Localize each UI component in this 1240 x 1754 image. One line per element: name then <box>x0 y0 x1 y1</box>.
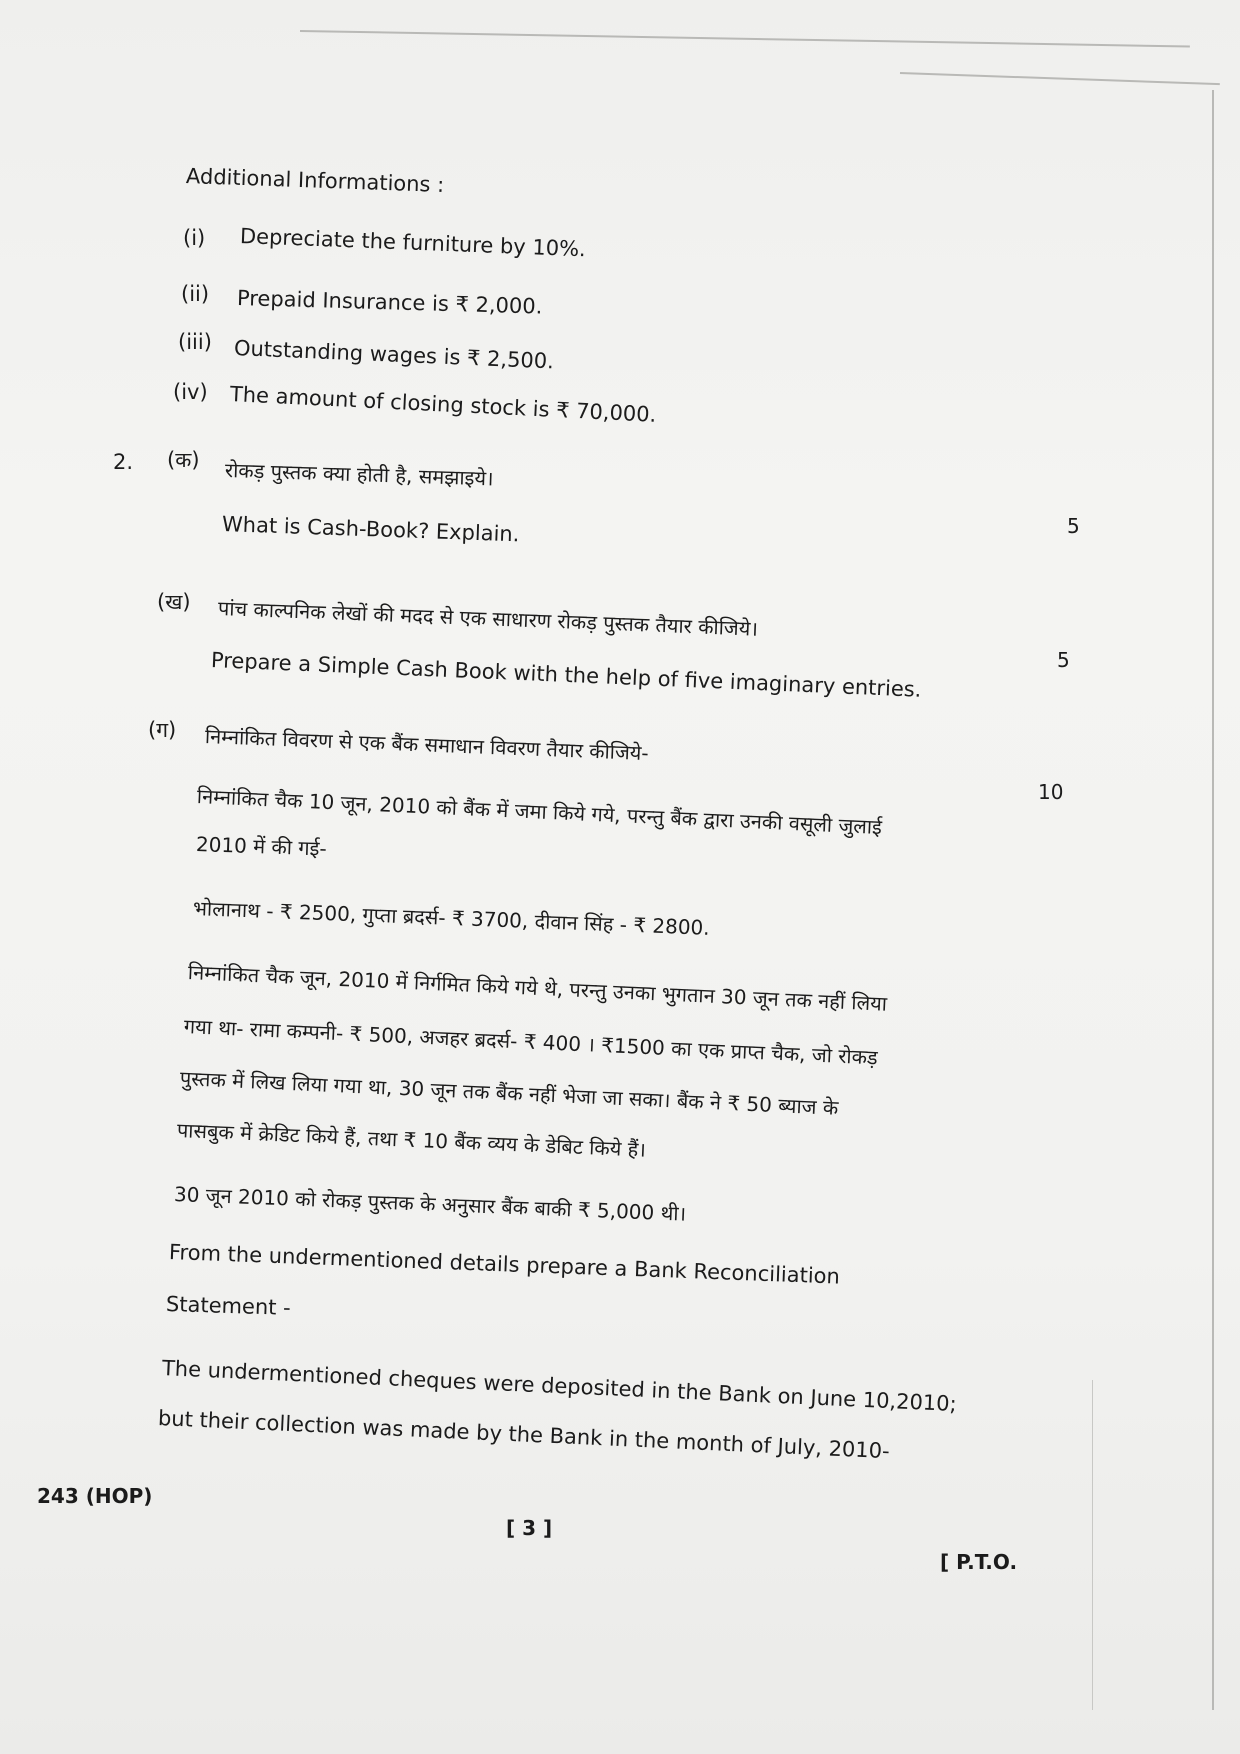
page-edge-right-2 <box>1092 1380 1093 1710</box>
info-item-marker: (iii) <box>178 330 212 354</box>
paper-code: 243 (HOP) <box>37 1484 153 1508</box>
info-item-text: Depreciate the furniture by 10%. <box>239 224 587 262</box>
part-a-marks: 5 <box>1067 514 1080 538</box>
part-b-marks: 5 <box>1057 648 1070 672</box>
part-c-english-line: From the undermentioned details prepare a Bank Reconciliation <box>168 1240 841 1289</box>
page-edge-top-2 <box>900 72 1220 85</box>
pto-label: [ P.T.O. <box>940 1550 1018 1574</box>
part-b-marker: (ख) <box>157 590 191 614</box>
part-c-hindi-line: पासबुक में क्रेडिट किये हैं, तथा ₹ 10 बैंक व्यय के डेबिट किये हैं। <box>176 1118 647 1162</box>
question-number: 2. <box>113 450 134 474</box>
part-a-marker: (क) <box>167 448 200 472</box>
part-c-hindi-line: 2010 में की गई- <box>195 832 328 861</box>
info-item-text: Prepaid Insurance is ₹ 2,000. <box>236 286 543 319</box>
part-b-english: Prepare a Simple Cash Book with the help of five imaginary entries. <box>210 648 922 702</box>
page-number: [ 3 ] <box>506 1516 553 1540</box>
part-c-hindi-line: निम्नांकित चैक जून, 2010 में निर्गमित किये गये थे, परन्तु उनका भुगतान 30 जून तक नहीं लिया <box>187 960 888 1016</box>
additional-info-heading: Additional Informations : <box>185 164 445 198</box>
part-c-marker: (ग) <box>148 718 177 742</box>
part-c-hindi-line: 30 जून 2010 को रोकड़ पुस्तक के अनुसार बैंक बाकी ₹ 5,000 थी। <box>173 1182 687 1226</box>
part-c-english-line: but their collection was made by the Bank in the month of July, 2010- <box>157 1406 891 1464</box>
part-c-hindi-line: निम्नांकित चैक 10 जून, 2010 को बैंक में जमा किये गये, परन्तु बैंक द्वारा उनकी वसूली जुलाई <box>196 784 883 840</box>
part-c-marks: 10 <box>1038 780 1064 804</box>
part-c-english-line: The undermentioned cheques were deposited in the Bank on June 10,2010; <box>161 1356 958 1417</box>
part-a-english: What is Cash-Book? Explain. <box>221 512 520 547</box>
info-item-marker: (i) <box>183 226 206 250</box>
part-a-hindi: रोकड़ पुस्तक क्या होती है, समझाइये। <box>224 458 494 491</box>
part-b-hindi: पांच काल्पनिक लेखों की मदद से एक साधारण रोकड़ पुस्तक तैयार कीजिये। <box>217 596 759 641</box>
part-c-hindi-line: पुस्तक में लिख लिया गया था, 30 जून तक बैंक नहीं भेजा जा सका। बैंक ने ₹ 50 ब्याज के <box>179 1066 839 1120</box>
page-edge-right <box>1212 90 1214 1710</box>
part-c-hindi-line: भोलानाथ - ₹ 2500, गुप्ता ब्रदर्स- ₹ 3700, दीवान सिंह - ₹ 2800. <box>192 896 711 940</box>
part-c-hindi-line: गया था- रामा कम्पनी- ₹ 500, अजहर ब्रदर्स- ₹ 400 । ₹1500 का एक प्राप्त चैक, जो रोकड़ <box>183 1014 879 1070</box>
page-edge-top <box>300 30 1190 48</box>
info-item-text: Outstanding wages is ₹ 2,500. <box>233 336 555 374</box>
info-item-marker: (ii) <box>181 282 210 306</box>
info-item-text: The amount of closing stock is ₹ 70,000. <box>229 382 657 427</box>
part-c-hindi-title: निम्नांकित विवरण से एक बैंक समाधान विवरण तैयार कीजिये- <box>204 724 650 766</box>
info-item-marker: (iv) <box>173 380 208 404</box>
part-c-english-line: Statement - <box>165 1292 292 1320</box>
